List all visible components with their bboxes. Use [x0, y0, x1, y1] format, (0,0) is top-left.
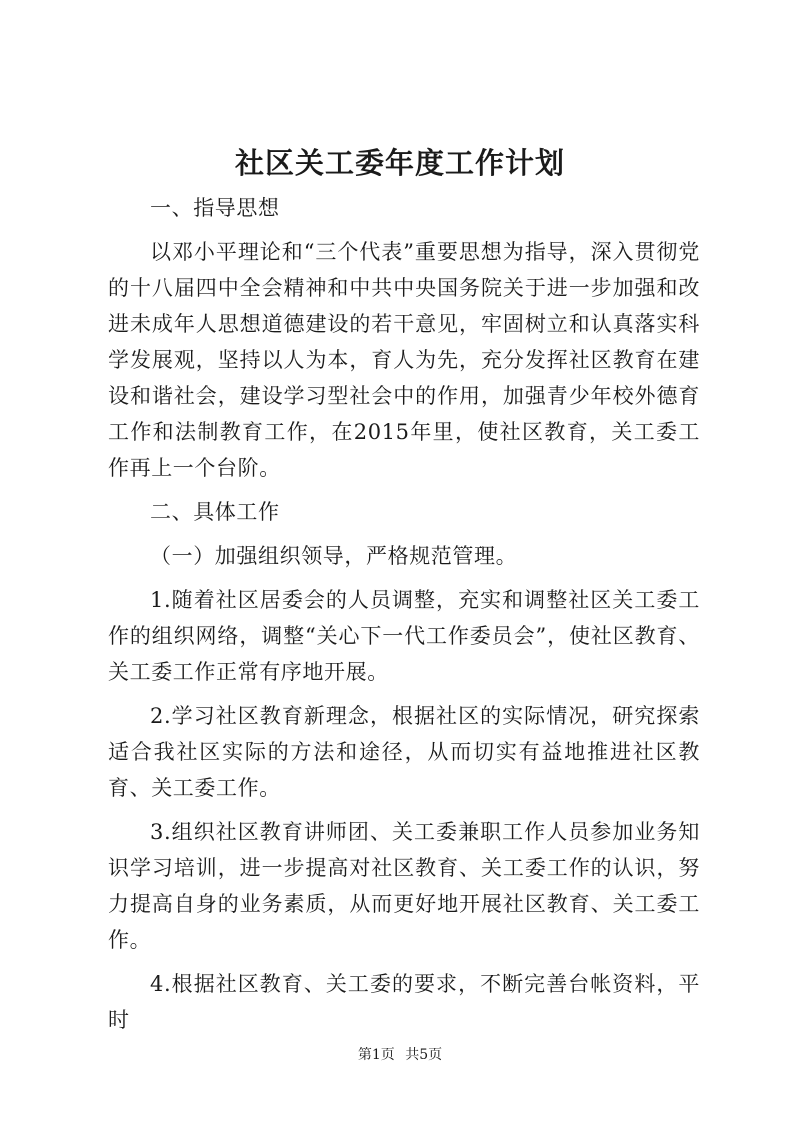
- subsection-heading-organization: （一）加强组织领导，严格规范管理。: [150, 544, 518, 568]
- section-heading-specific-work: 二、具体工作: [150, 500, 280, 524]
- page-footer: [0, 1045, 800, 1065]
- list-item-3: 3.组织社区教育讲师团、关工委兼职工作人员参加业务知识学习培训，进一步提高对社区教育、关工委工作的认识，努力提高自身的业务素质，从而更好地开展社区教育、关工委工作。: [108, 820, 700, 952]
- list-item-1: 1.随着社区居委会的人员调整，充实和调整社区关工委工作的组织网络，调整“关心下一代工作委员会”，使社区教育、关工委工作正常有序地开展。: [108, 588, 700, 684]
- page-total: 共5页: [405, 1047, 443, 1063]
- section-heading-guiding-ideology: 一、指导思想: [150, 196, 280, 220]
- page-number: 第1页: [357, 1047, 395, 1063]
- document-body: [108, 190, 700, 1046]
- document-title: 社区关工委年度工作计划: [234, 146, 565, 180]
- list-item-4: 4.根据社区教育、关工委的要求，不断完善台帐资料，平时: [108, 972, 700, 1032]
- paragraph-guiding-ideology: 以邓小平理论和“三个代表”重要思想为指导，深入贯彻党的十八届四中全会精神和中共中央国务院关于进一步加强和改进未成年人思想道德建设的若干意见，牢固树立和认真落实科学发展观，坚持以人为本，育人为先，充分发挥社区教育在建设和谐社会，建设学习型社会中的作用，加强青少年校外德育工作和法制教育工作，在2015年里，使社区教育，关工委工作再上一个台阶。: [108, 240, 700, 480]
- list-item-2: 2.学习社区教育新理念，根据社区的实际情况，研究探索适合我社区实际的方法和途径，从而切实有益地推进社区教育、关工委工作。: [108, 704, 700, 800]
